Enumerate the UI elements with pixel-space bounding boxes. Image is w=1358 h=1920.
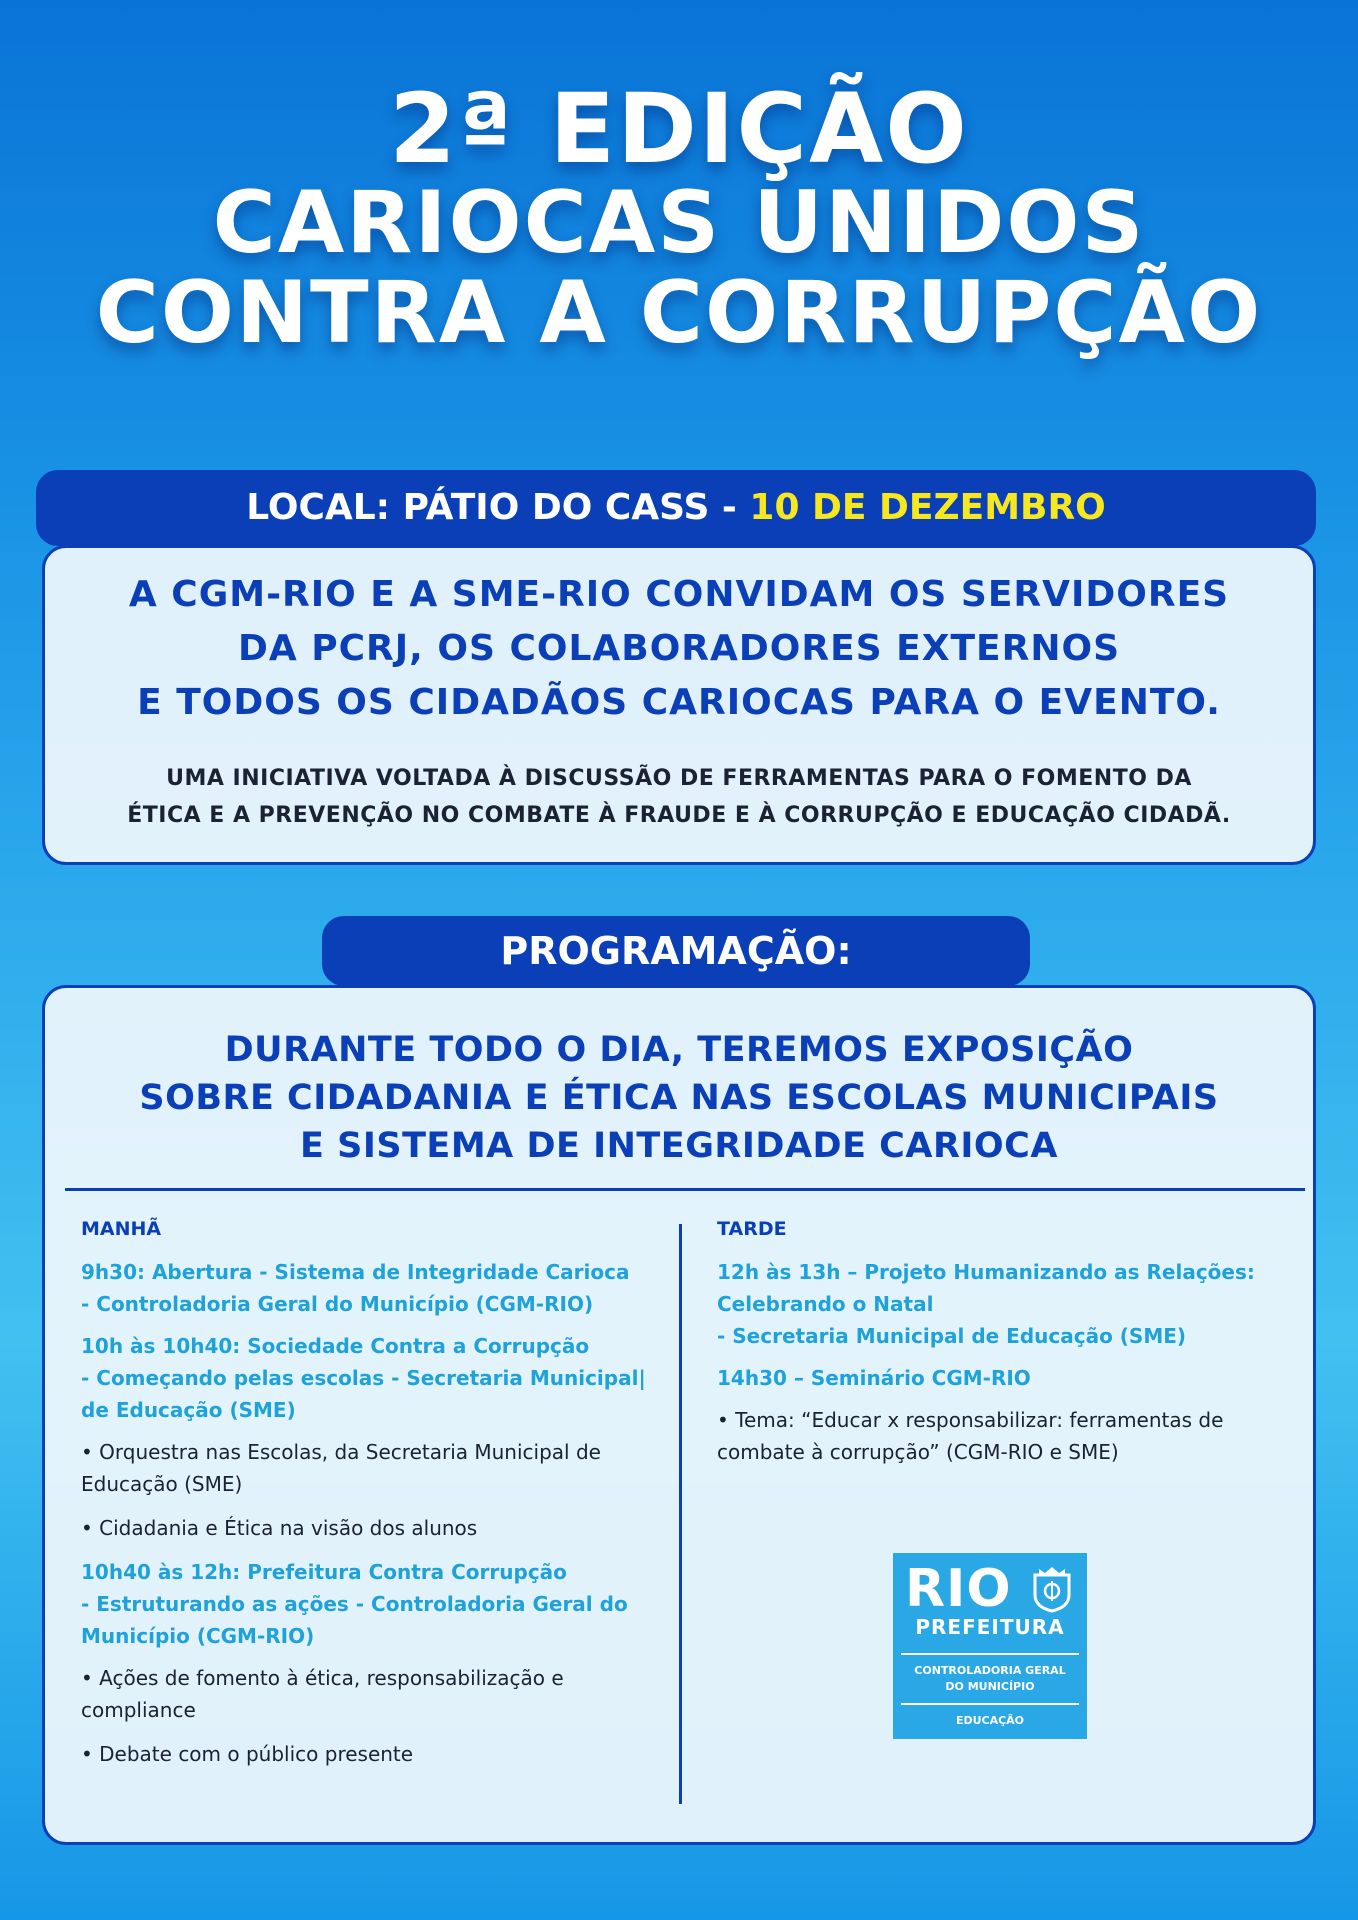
schedule-text: 10h às 10h40: Sociedade Contra a Corrupção [81, 1334, 590, 1358]
program-banner: PROGRAMAÇÃO: [322, 916, 1030, 986]
morning-schedule [81, 1216, 681, 1782]
invitation-line-3: E TODOS OS CIDADÃOS CARIOCAS PARA O EVENTO. [137, 682, 1221, 723]
invitation-line-1: A CGM-RIO E A SME-RIO CONVIDAM OS SERVIDORES [128, 574, 1230, 615]
schedule-item-prefeitura [81, 1556, 681, 1652]
schedule-text: de Educação (SME) [81, 1398, 296, 1422]
schedule-text: - Estruturando as ações - Controladoria Geral do [81, 1592, 628, 1616]
bullet-text: • Orquestra nas Escolas, da Secretaria Municipal de [81, 1440, 601, 1464]
schedule-item-opening [81, 1256, 681, 1320]
initiative-description [45, 760, 1313, 834]
schedule-text: Município (CGM-RIO) [81, 1624, 315, 1648]
schedule-text: - Controladoria Geral do Município (CGM-RIO) [81, 1292, 594, 1316]
initiative-line-1: UMA INICIATIVA VOLTADA À DISCUSSÃO DE FERRAMENTAS PARA O FOMENTO DA [166, 766, 1192, 791]
bullet-ethics-actions [81, 1662, 681, 1726]
schedule-text: 9h30: Abertura - Sistema de Integridade Carioca [81, 1260, 630, 1284]
bullet-text: compliance [81, 1698, 196, 1722]
schedule-text: - Secretaria Municipal de Educação (SME) [717, 1324, 1187, 1348]
schedule-text: Celebrando o Natal [717, 1292, 934, 1316]
location-label: LOCAL: PÁTIO DO CASS - [246, 487, 750, 528]
schedule-item-seminar: 14h30 – Seminário CGM-RIO [717, 1366, 1031, 1390]
title-edition: 2ª EDIÇÃO [389, 73, 969, 185]
bullet-text: • Ações de fomento à ética, responsabilização e [81, 1666, 564, 1690]
morning-heading: MANHÃ [81, 1218, 162, 1240]
logo-prefeitura-text: PREFEITURA [915, 1615, 1065, 1639]
bullet-text: • Tema: “Educar x responsabilizar: ferramentas de [717, 1408, 1224, 1432]
bullet-debate: • Debate com o público presente [81, 1742, 414, 1766]
afternoon-schedule [717, 1216, 1297, 1480]
invitation-text [45, 568, 1313, 730]
schedule-item-christmas [717, 1256, 1297, 1352]
bullet-citizenship: • Cidadania e Ética na visão dos alunos [81, 1516, 478, 1540]
exposition-line-3: E SISTEMA DE INTEGRIDADE CARIOCA [300, 1126, 1058, 1166]
title-line-2: CARIOCAS UNIDOS [212, 173, 1146, 273]
exposition-line-1: DURANTE TODO O DIA, TEREMOS EXPOSIÇÃO [224, 1030, 1134, 1070]
schedule-text: 10h40 às 12h: Prefeitura Contra Corrupção [81, 1560, 567, 1584]
bullet-text: Educação (SME) [81, 1472, 243, 1496]
program-divider [65, 1188, 1305, 1191]
logo-divider [901, 1703, 1079, 1705]
bullet-orchestra [81, 1436, 681, 1500]
schedule-item-society [81, 1330, 681, 1426]
logo-controladoria [893, 1663, 1087, 1695]
logo-educacao: EDUCAÇÃO [955, 1714, 1025, 1727]
bullet-text: combate à corrupção” (CGM-RIO e SME) [717, 1440, 1119, 1464]
exposition-text [45, 1026, 1313, 1170]
schedule-text: - Começando pelas escolas - Secretaria Municipal| [81, 1366, 646, 1390]
logo-divider [901, 1653, 1079, 1655]
logo-text: CONTROLADORIA GERAL [914, 1664, 1066, 1677]
location-date-banner [36, 470, 1316, 546]
initiative-line-2: ÉTICA E A PREVENÇÃO NO COMBATE À FRAUDE E À CORRUPÇÃO E EDUCAÇÃO CIDADÃ. [127, 803, 1231, 828]
logo-header [893, 1553, 1087, 1651]
program-card [42, 985, 1316, 1845]
rio-prefeitura-logo [893, 1553, 1087, 1739]
city-crest-icon [1029, 1565, 1075, 1613]
logo-rio-text: RIO [905, 1559, 1012, 1619]
afternoon-heading: TARDE [717, 1218, 787, 1240]
schedule-text: 12h às 13h – Projeto Humanizando as Relações: [717, 1260, 1255, 1284]
exposition-line-2: SOBRE CIDADANIA E ÉTICA NAS ESCOLAS MUNICIPAIS [139, 1078, 1219, 1118]
invitation-card [42, 545, 1316, 865]
invitation-line-2: DA PCRJ, OS COLABORADORES EXTERNOS [237, 628, 1121, 669]
bullet-seminar-theme [717, 1404, 1297, 1468]
event-date: 10 DE DEZEMBRO [749, 487, 1106, 528]
title-line-3: CONTRA A CORRUPÇÃO [95, 263, 1263, 363]
logo-text: DO MUNICÍPIO [945, 1680, 1035, 1693]
poster-title [0, 73, 1358, 363]
